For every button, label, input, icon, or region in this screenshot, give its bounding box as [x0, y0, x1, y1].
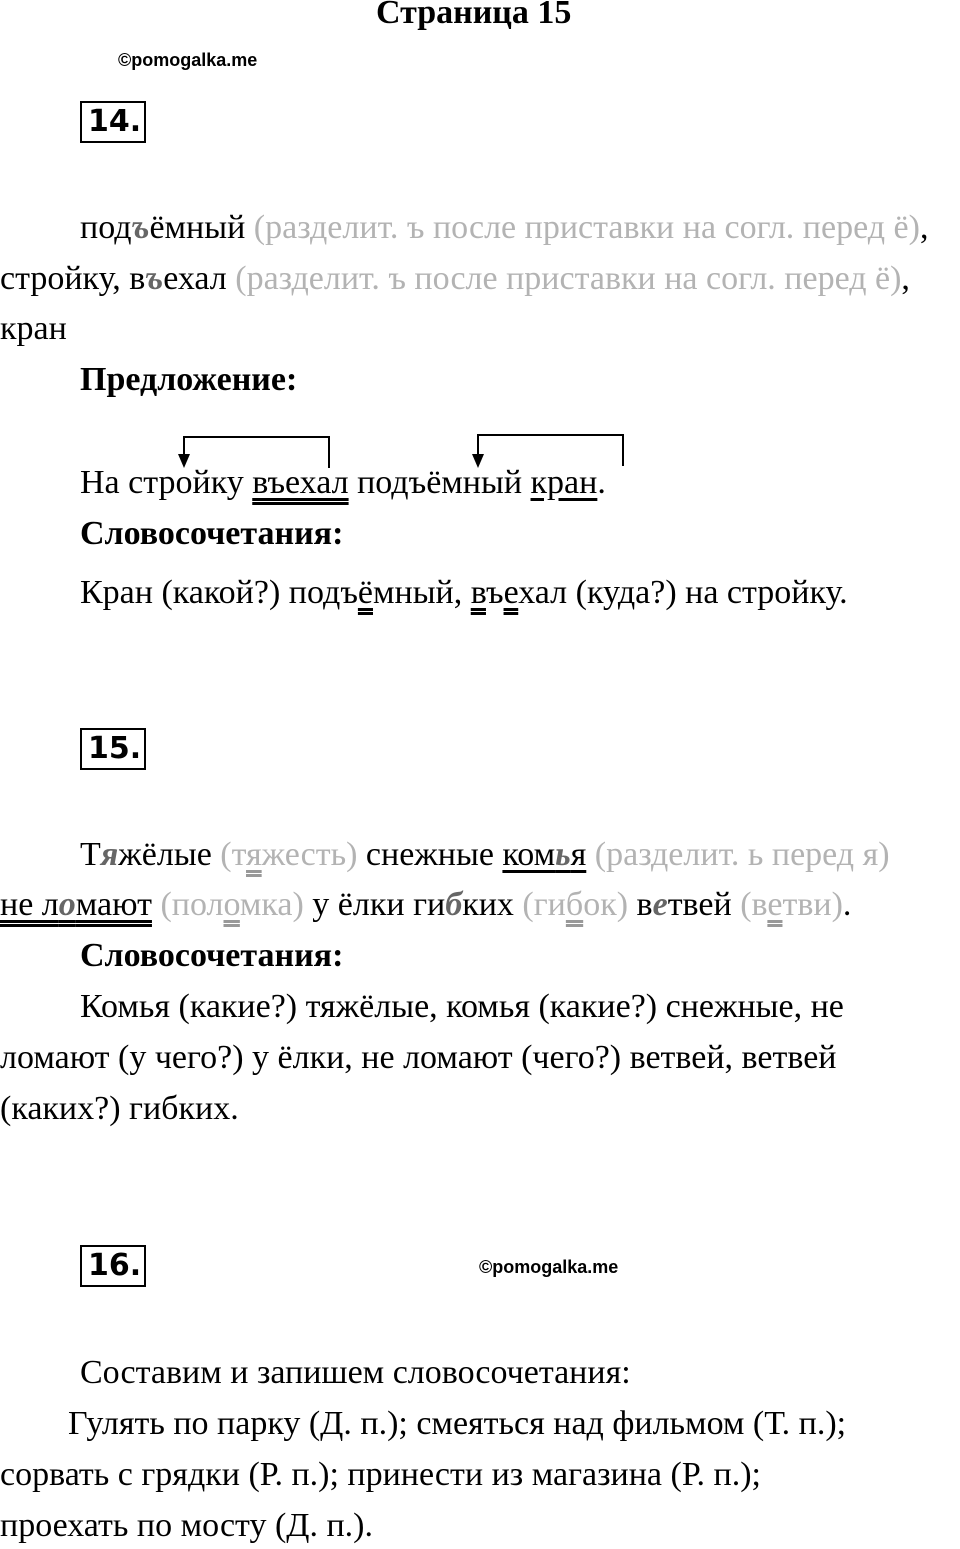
text: снежные [357, 836, 503, 873]
text: твей [667, 886, 732, 923]
ex16-text-1: Гулять по парку (Д. п.); смеяться над фильмом (Т. п.); [68, 1405, 847, 1442]
note-letter: я [246, 836, 262, 873]
punct: , [901, 260, 910, 297]
marked-letter: в [470, 574, 486, 611]
sentence-part: На стройку [80, 464, 253, 501]
word: ёмный [149, 209, 246, 246]
text: я [570, 836, 587, 873]
highlighted-letter: е [652, 886, 668, 923]
ex15-line-2 [0, 885, 851, 925]
text: Т [80, 836, 101, 873]
text: не л [0, 886, 59, 923]
watermark: ©pomogalka.me [479, 1257, 619, 1277]
note: ок) [583, 886, 629, 923]
note: (разделит. ь перед я) [586, 836, 890, 873]
phrases-heading: Словосочетания: [80, 937, 344, 974]
text: хал (куда?) на стройку. [518, 574, 848, 611]
highlighted-letter: б [445, 886, 463, 923]
text: у ёлки ги [303, 886, 446, 923]
exercise-number-16: 16. [80, 1245, 146, 1287]
text: Кран (какой?) по [80, 574, 323, 611]
exercise-number-15: 15. [80, 728, 146, 770]
subject: кран [530, 464, 598, 501]
predicate [0, 886, 152, 923]
ex14-line-3: кран [0, 310, 67, 347]
text: жёлые [118, 836, 212, 873]
note: (ги [513, 886, 566, 923]
note: тви) [782, 886, 843, 923]
sentence-part: подъёмный [348, 464, 531, 501]
ex16-text-2: сорвать с грядки (Р. п.); принести из магазина (Р. п.); [0, 1456, 761, 1493]
word: под [80, 209, 132, 246]
note: (т [211, 836, 247, 873]
subject [502, 836, 586, 873]
ex15-phrases-2: ломают (у чего?) у ёлки, не ломают (чего?) ветвей, ветвей [0, 1039, 837, 1076]
marked-letter: ё [357, 574, 373, 611]
phrases-heading: Словосочетания: [80, 515, 344, 552]
punct: . [842, 886, 852, 923]
sentence-heading: Предложение: [80, 361, 298, 398]
text: ъ [340, 574, 358, 611]
word: в [129, 260, 146, 297]
note: мка) [239, 886, 304, 923]
ex14-phrases [80, 573, 848, 613]
ex15-phrases-3: (каких?) гибких. [0, 1090, 239, 1127]
page-title: Страница 15 [376, 0, 572, 31]
ex15-line-1 [80, 835, 890, 875]
text: ъ [485, 574, 504, 611]
text: мают [75, 886, 152, 923]
text: в [628, 886, 653, 923]
note: (разделит. ъ после приставки на согл. перед ё) [226, 260, 902, 297]
highlighted-letter: ъ [145, 260, 164, 297]
note-letter: е [767, 886, 783, 923]
marked-letter: д [323, 574, 341, 611]
ex14-sentence [80, 463, 606, 503]
highlighted-letter: я [100, 836, 119, 873]
highlighted-letter: ь [555, 836, 571, 873]
ex15-phrases-1: Комья (какие?) тяжёлые, комья (какие?) снежные, не [80, 988, 844, 1025]
text: ких [462, 886, 514, 923]
note: (разделит. ъ после приставки на согл. перед ё) [245, 209, 920, 246]
note: жесть) [261, 836, 358, 873]
text: ком [502, 836, 556, 873]
word: ехал [163, 260, 227, 297]
ex16-text-3: проехать по мосту (Д. п.). [0, 1507, 373, 1544]
exercise-number-14: 14. [80, 101, 146, 143]
highlighted-letter: о [58, 886, 76, 923]
text: мный, [373, 574, 471, 611]
marked-letter: е [503, 574, 519, 611]
highlighted-letter: ъ [131, 209, 150, 246]
punct: , [919, 209, 929, 246]
note-letter: о [223, 886, 240, 923]
watermark: ©pomogalka.me [118, 50, 258, 70]
note: (в [731, 886, 768, 923]
syntax-arrows [0, 0, 960, 480]
word: стройку, [0, 260, 130, 297]
note: (пол [151, 886, 224, 923]
predicate: въехал [252, 464, 349, 501]
note-letter: б [565, 886, 584, 923]
punct: . [597, 464, 606, 501]
ex16-intro: Составим и запишем словосочетания: [80, 1354, 631, 1391]
